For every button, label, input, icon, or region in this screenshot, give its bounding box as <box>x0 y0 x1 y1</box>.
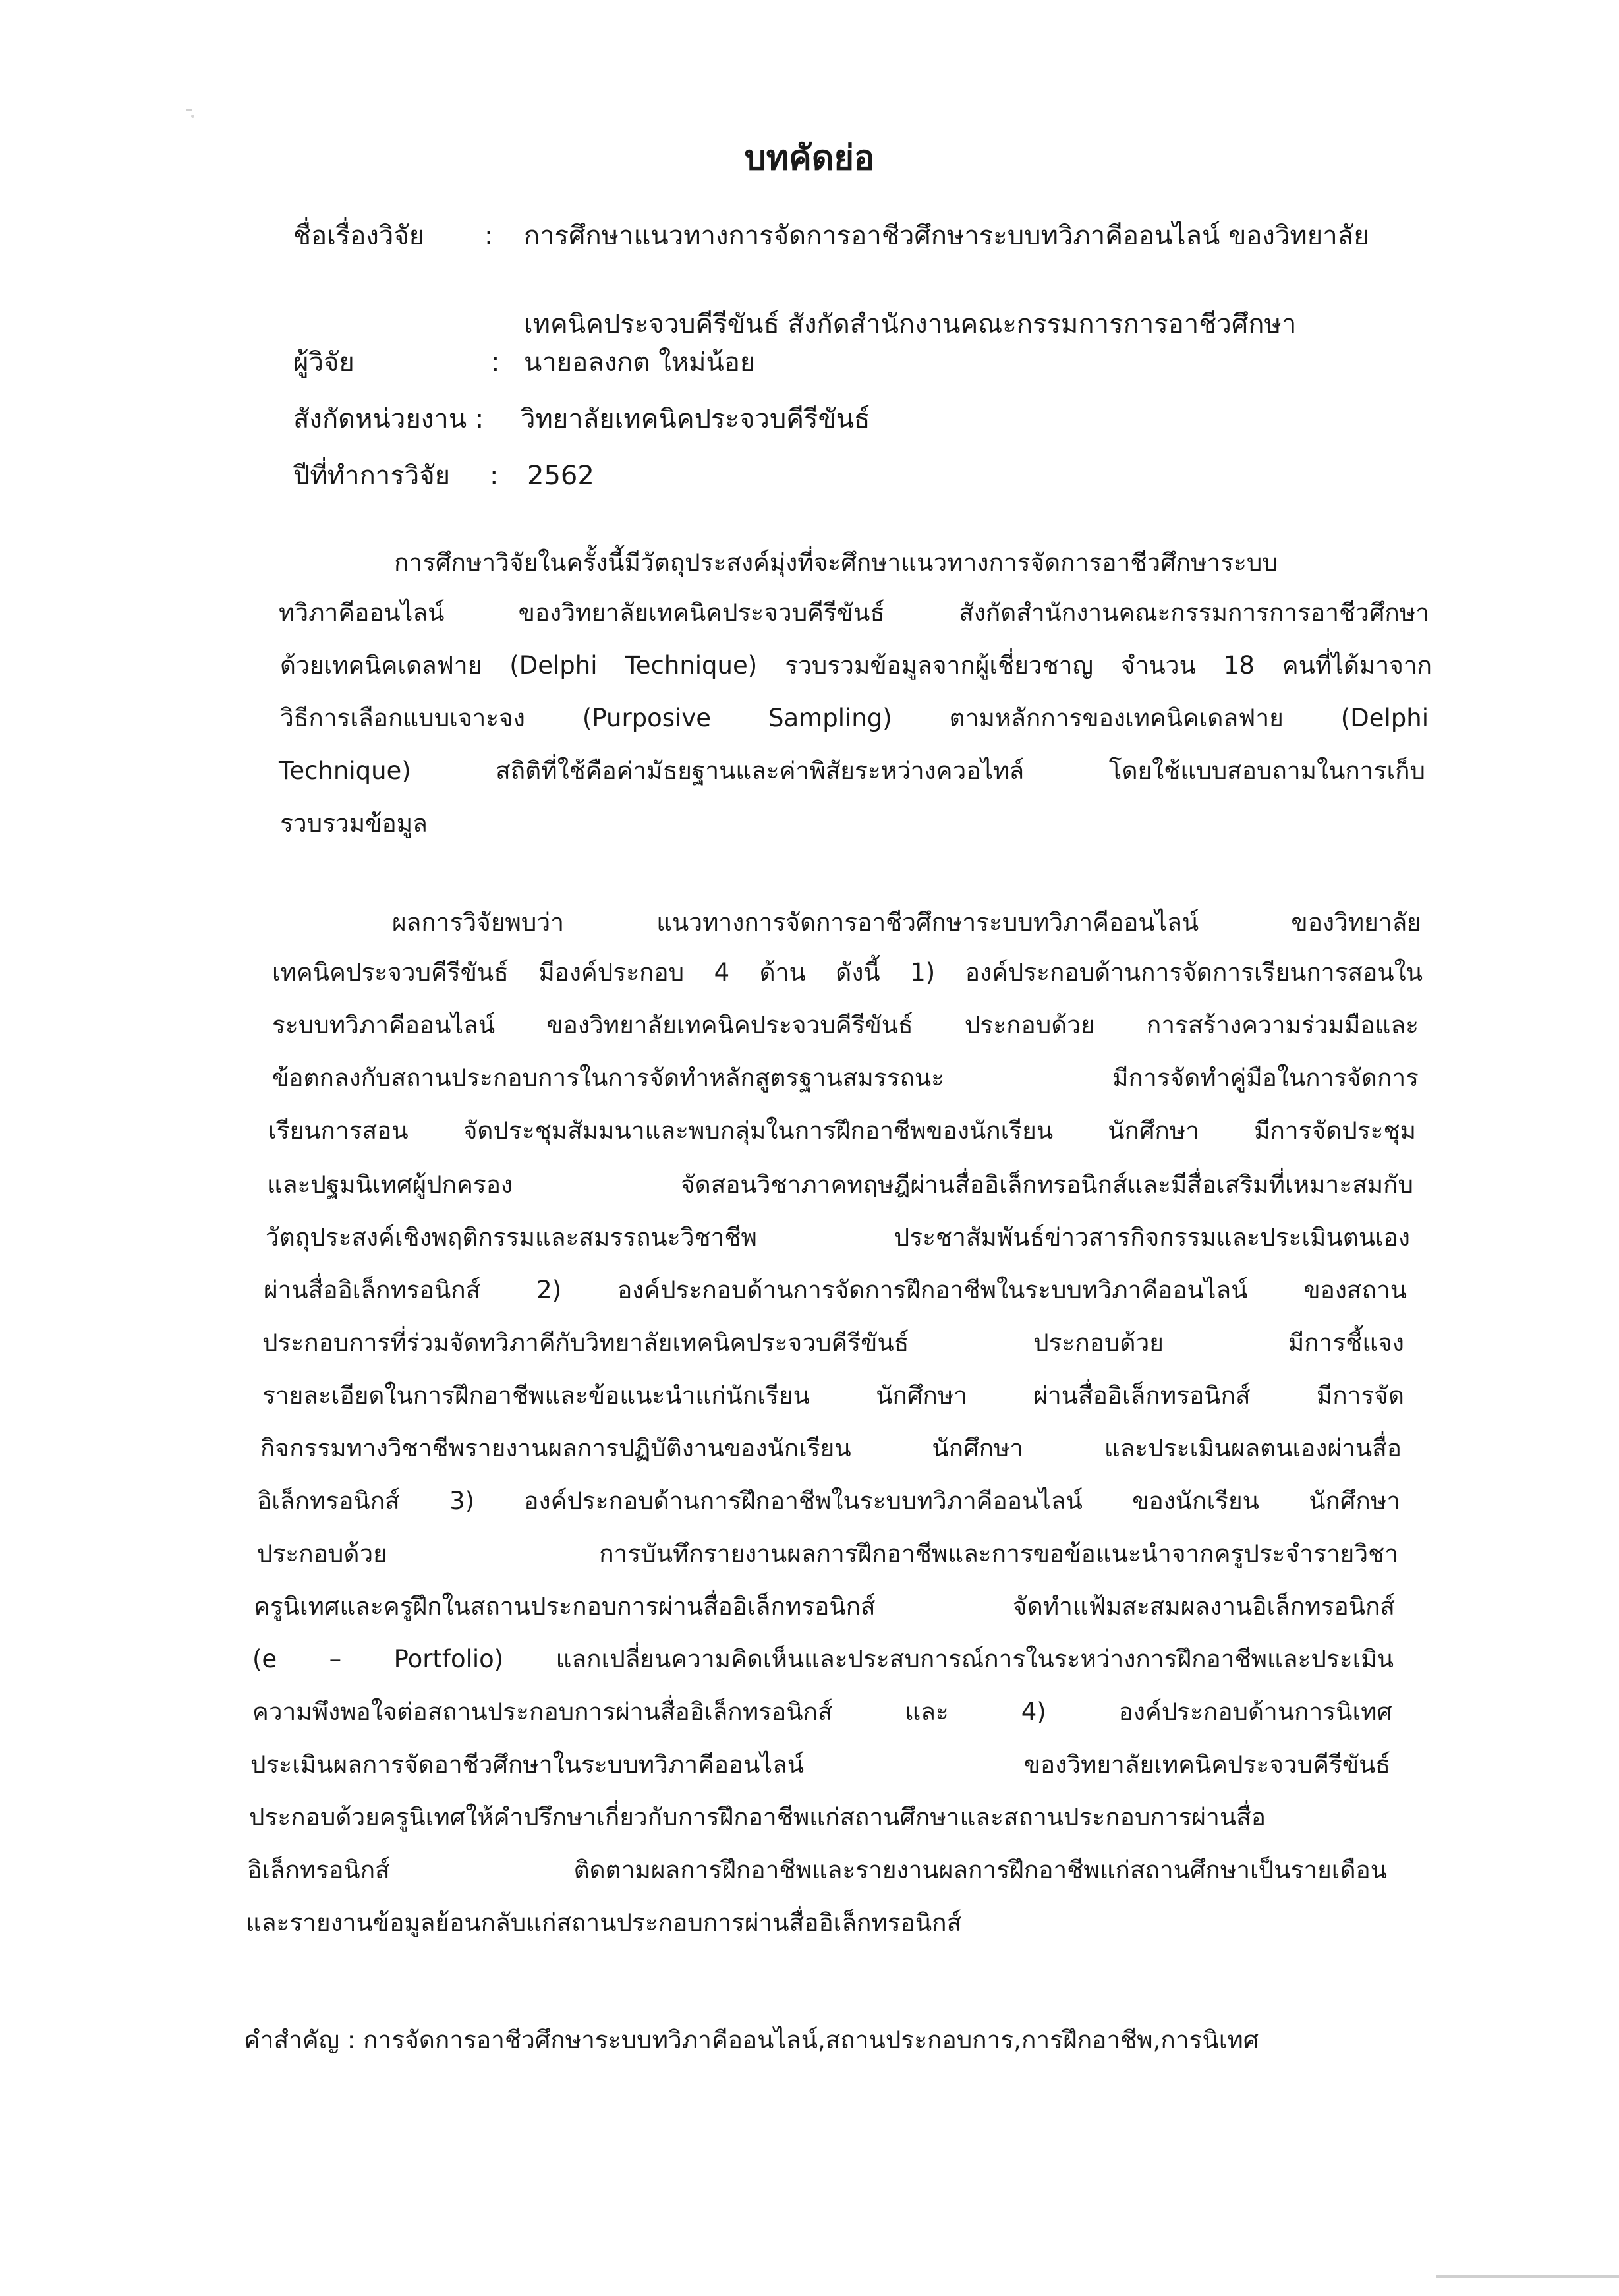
paragraph-2-line: ประกอบด้วย การบันทึกรายงานผลการฝึกอาชีพและการขอข้อแนะนำจากครูประจำรายวิชา <box>257 1539 1398 1568</box>
paragraph-2-line: ระบบทวิภาคีออนไลน์ ของวิทยาลัยเทคนิคประจวบคีรีขันธ์ ประกอบด้วย การสร้างความร่วมมือและ <box>272 1011 1419 1039</box>
affiliation-value: วิทยาลัยเทคนิคประจวบคีรีขันธ์ <box>521 404 870 434</box>
research-title-value-line2: เทคนิคประจวบคีรีขันธ์ สังกัดสำนักงานคณะกรรมการการอาชีวศึกษา <box>524 309 1297 339</box>
paragraph-2-line: และรายงานข้อมูลย้อนกลับแก่สถานประกอบการผ่านสื่ออิเล็กทรอนิกส์ <box>246 1909 962 1937</box>
scan-mark <box>186 109 192 111</box>
paragraph-1-line: Technique) สถิติที่ใช้คือค่ามัธยฐานและค่าพิสัยระหว่างควอไทล์ โดยใช้แบบสอบถามในการเก็บ <box>279 757 1425 785</box>
page-title: บทคัดย่อ <box>744 138 875 178</box>
paragraph-2-line: ผลการวิจัยพบว่า แนวทางการจัดการอาชีวศึกษาระบบทวิภาคีออนไลน์ ของวิทยาลัย <box>392 908 1421 936</box>
colon: : <box>491 347 500 378</box>
paragraph-2-line: เทคนิคประจวบคีรีขันธ์ มีองค์ประกอบ 4 ด้าน ดังนี้ 1) องค์ประกอบด้านการจัดการเรียนการสอนใน <box>272 958 1423 987</box>
paragraph-1-line: ด้วยเทคนิคเดลฟาย (Delphi Technique) รวบรวมข้อมูลจากผู้เชี่ยวชาญ จำนวน 18 คนที่ได้มาจาก <box>280 651 1432 679</box>
paragraph-2-line: ประกอบด้วยครูนิเทศให้คำปรึกษาเกี่ยวกับการฝึกอาชีพแก่สถานศึกษาและสถานประกอบการผ่านสื่อ <box>249 1803 1266 1831</box>
research-title-value: การศึกษาแนวทางการจัดการอาชีวศึกษาระบบทวิภาคีออนไลน์ ของวิทยาลัย <box>524 221 1369 251</box>
scan-mark <box>191 115 194 118</box>
researcher-label: ผู้วิจัย <box>293 347 355 378</box>
paragraph-2-line: อิเล็กทรอนิกส์ 3) องค์ประกอบด้านการฝึกอาชีพในระบบทวิภาคีออนไลน์ ของนักเรียน นักศึกษา <box>257 1487 1400 1515</box>
paragraph-2-line: กิจกรรมทางวิชาชีพรายงานผลการปฏิบัติงานของนักเรียน นักศึกษา และประเมินผลตนเองผ่านสื่อ <box>260 1434 1402 1462</box>
year-value: 2562 <box>527 461 594 491</box>
year-label: ปีที่ทำการวิจัย <box>293 461 451 491</box>
paragraph-2-line: ข้อตกลงกับสถานประกอบการในการจัดทำหลักสูตรฐานสมรรถนะ มีการจัดทำคู่มือในการจัดการ <box>272 1064 1419 1092</box>
paragraph-1-line: วิธีการเลือกแบบเจาะจง (Purposive Sampling) ตามหลักการของเทคนิคเดลฟาย (Delphi <box>280 704 1429 732</box>
affiliation-label: สังกัดหน่วยงาน : <box>293 404 484 434</box>
paragraph-2-line: เรียนการสอน จัดประชุมสัมมนาและพบกลุ่มในการฝึกอาชีพของนักเรียน นักศึกษา มีการจัดประชุม <box>268 1116 1416 1145</box>
paragraph-1-line: การศึกษาวิจัยในครั้งนี้มีวัตถุประสงค์มุ่งที่จะศึกษาแนวทางการจัดการอาชีวศึกษาระบบ <box>394 548 1278 577</box>
paragraph-2-line: อิเล็กทรอนิกส์ ติดตามผลการฝึกอาชีพและรายงานผลการฝึกอาชีพแก่สถานศึกษาเป็นรายเดือน <box>247 1856 1387 1884</box>
paragraph-2-line: ความพึงพอใจต่อสถานประกอบการผ่านสื่ออิเล็กทรอนิกส์ และ 4) องค์ประกอบด้านการนิเทศ <box>252 1698 1392 1726</box>
paragraph-2-line: ประเมินผลการจัดอาชีวศึกษาในระบบทวิภาคีออนไลน์ ของวิทยาลัยเทคนิคประจวบคีรีขันธ์ <box>250 1750 1390 1779</box>
paragraph-2-line: ผ่านสื่ออิเล็กทรอนิกส์ 2) องค์ประกอบด้านการจัดการฝึกอาชีพในระบบทวิภาคีออนไลน์ ของสถาน <box>264 1276 1407 1304</box>
colon: : <box>490 461 499 491</box>
research-title-label: ชื่อเรื่องวิจัย <box>293 221 425 251</box>
keywords: คำสำคัญ : การจัดการอาชีวศึกษาระบบทวิภาคีออนไลน์,สถานประกอบการ,การฝึกอาชีพ,การนิเทศ <box>244 2026 1259 2054</box>
paragraph-2-line: วัตถุประสงค์เชิงพฤติกรรมและสมรรถนะวิชาชีพ ประชาสัมพันธ์ข่าวสารกิจกรรมและประเมินตนเอง <box>266 1223 1410 1251</box>
paragraph-2-line: (e – Portfolio) แลกเปลี่ยนความคิดเห็นและประสบการณ์การในระหว่างการฝึกอาชีพและประเมิน <box>252 1645 1394 1673</box>
colon: : <box>484 221 494 251</box>
paragraph-2-line: ครูนิเทศและครูฝึกในสถานประกอบการผ่านสื่ออิเล็กทรอนิกส์ จัดทำแฟ้มสะสมผลงานอิเล็กทรอนิกส์ <box>254 1592 1395 1621</box>
paragraph-2-line: ประกอบการที่ร่วมจัดทวิภาคีกับวิทยาลัยเทคนิคประจวบคีรีขันธ์ ประกอบด้วย มีการชี้แจง <box>262 1329 1404 1357</box>
scan-edge-line <box>1436 2275 1619 2278</box>
paragraph-1-line: รวบรวมข้อมูล <box>280 809 428 838</box>
paragraph-2-line: และปฐมนิเทศผู้ปกครอง จัดสอนวิชาภาคทฤษฎีผ่านสื่ออิเล็กทรอนิกส์และมีสื่อเสริมที่เหมาะสมกับ <box>267 1170 1413 1199</box>
paragraph-1-line: ทวิภาคีออนไลน์ ของวิทยาลัยเทคนิคประจวบคีรีขันธ์ สังกัดสำนักงานคณะกรรมการการอาชีวศึกษา <box>279 598 1429 627</box>
paragraph-2-line: รายละเอียดในการฝึกอาชีพและข้อแนะนำแก่นักเรียน นักศึกษา ผ่านสื่ออิเล็กทรอนิกส์ มีการจัด <box>262 1381 1404 1410</box>
researcher-value: นายอลงกต ใหม่น้อย <box>524 347 756 378</box>
